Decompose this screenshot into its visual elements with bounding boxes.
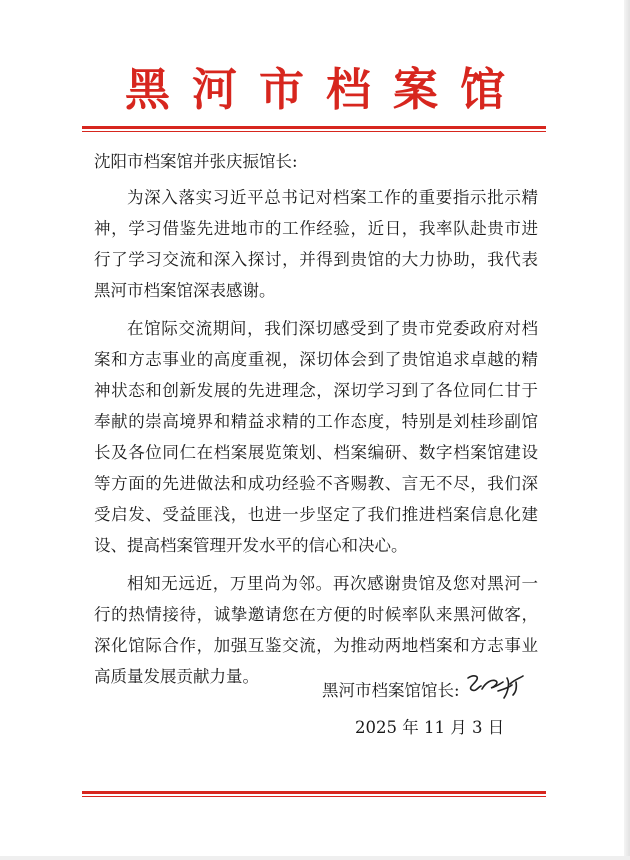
- scan-edge-bottom: [0, 856, 630, 860]
- salutation: 沈阳市档案馆并张庆振馆长:: [94, 152, 298, 171]
- letter-date: 2025 年 11 月 3 日: [355, 718, 505, 737]
- paragraph-1: 为深入落实习近平总书记对档案工作的重要指示批示精神，学习借鉴先进地市的工作经验，近日，我率队赴贵市进行了学习交流和深入探讨，并得到贵馆的大力协助，我代表黑河市档案馆深表感谢。: [94, 188, 538, 300]
- scan-edge-shadow: [624, 0, 630, 860]
- top-red-rule-thick: [82, 126, 546, 129]
- closing-signatory-title: 黑河市档案馆馆长:: [322, 681, 460, 700]
- paragraph-3: 相知无远近，万里尚为邻。再次感谢贵馆及您对黑河一行的热情接待，诚挚邀请您在方便的时候率队来黑河做客，深化馆际合作，加强互鉴交流，为推动两地档案和方志事业高质量发展贡献力量。: [94, 574, 538, 686]
- top-red-rule-thin: [82, 131, 546, 132]
- bottom-red-rule-thick: [82, 791, 546, 794]
- letter-body: [94, 182, 538, 699]
- letterhead-title: 黑河市档案馆: [124, 63, 527, 116]
- paragraph-2: 在馆际交流期间，我们深切感受到了贵市党委政府对档案和方志事业的高度重视，深切体会到了贵馆追求卓越的精神状态和创新发展的先进理念，深切学习到了各位同仁甘于奉献的崇高境界和精益求精的工作态度，特别是刘桂珍副馆长及各位同仁在档案展览策划、档案编研、数字档案馆建设等方面的先进做法和成功经验不吝赐教、言无不尽，我们深受启发、受益匪浅，也进一步坚定了我们推进档案信息化建设、提高档案管理开发水平的信心和决心。: [94, 319, 538, 555]
- handwritten-signature: [464, 668, 526, 704]
- bottom-red-rule-thin: [82, 796, 546, 797]
